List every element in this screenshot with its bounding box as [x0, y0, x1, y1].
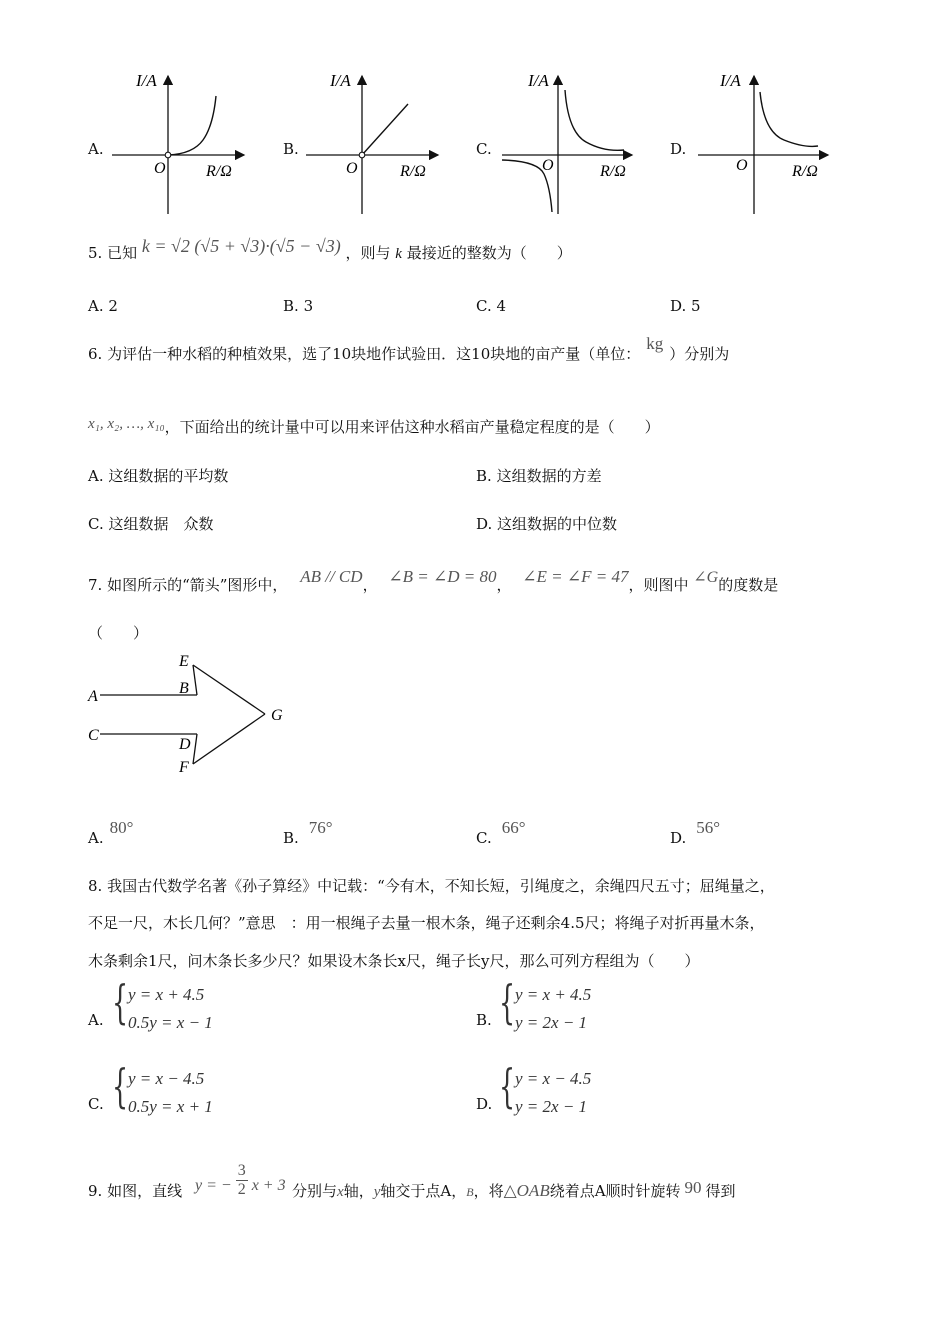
q6-option-d: D. 这组数据的中位数: [476, 515, 618, 533]
option-c-letter: C.: [476, 140, 492, 158]
graph-b: [302, 70, 442, 218]
q7-angle-g: ∠G: [693, 569, 719, 586]
option-d-letter: D.: [670, 140, 687, 158]
y-label: I/A: [330, 71, 351, 90]
q8-line3: 木条剩余1尺，问木条长多少尺？如果设木条长x尺，绳子长y尺，那么可列方程组为（ ）: [88, 952, 700, 970]
curve: [168, 96, 216, 155]
q7-paren: （ ）: [88, 624, 149, 642]
label-c: C: [88, 727, 99, 744]
q5-var: k: [395, 246, 402, 262]
label-d: D: [179, 736, 191, 753]
curve-upper: [565, 90, 624, 150]
q9-stem-rest: 分别与x轴，y轴交于点A，B，将△OAB绕着点A顺时针旋转 90 得到: [292, 1178, 736, 1200]
q5-option-a: A. 2: [88, 297, 118, 315]
q8-option-d-letter: D.: [476, 1095, 493, 1113]
option-b-letter: B.: [283, 140, 299, 158]
graph-a: [108, 70, 248, 218]
y-label: I/A: [720, 71, 741, 90]
origin-label: O: [346, 160, 358, 177]
q5-number: 5.: [88, 244, 103, 262]
q8-line2: 不足一尺，木长几何？”意思 ：用一根绳子去量一根木条，绳子还剩余4.5尺；将绳子对折再量木条，: [88, 914, 765, 932]
x-label: R/Ω: [600, 163, 626, 180]
q6-line1: 6. 为评估一种水稻的种植效果，选了10块地作试验田．这10块地的亩产量（单位：kg）分别为: [88, 334, 730, 363]
label-a: A: [88, 688, 98, 705]
q7-cond3: ∠E = ∠F = 47: [522, 567, 629, 586]
q5-post: ，则与: [345, 244, 391, 262]
y-label: I/A: [136, 71, 157, 90]
q6-unit: kg: [646, 334, 664, 353]
curve: [760, 92, 818, 146]
label-e: E: [179, 653, 189, 670]
label-g: G: [271, 707, 283, 724]
x-label: R/Ω: [206, 163, 232, 180]
q7-pre: 如图所示的“箭头”图形中，: [107, 576, 288, 594]
q5-option-d: D. 5: [670, 297, 701, 315]
q5-option-c: C. 4: [476, 297, 507, 315]
label-f: F: [179, 759, 189, 776]
q7-option-d: D.56°: [670, 818, 721, 847]
q7-cond1: AB // CD: [300, 567, 363, 586]
q6-option-b: B. 这组数据的方差: [476, 467, 602, 485]
open-point: [359, 152, 365, 158]
q6-text1: 为评估一种水稻的种植效果，选了10块地作试验田．这10块地的亩产量（单位：: [107, 345, 641, 363]
q7-stem: 7. 如图所示的“箭头”图形中， AB // CD， ∠B = ∠D = 80， ∠E = ∠F = 47，则图中 ∠G的度数是: [88, 567, 779, 594]
line: [362, 104, 408, 155]
q6-vars: x₁, x₂, …, x₁₀: [88, 416, 165, 432]
q8-option-b-letter: B.: [476, 1011, 492, 1029]
q9-formula: y = − $\frac{3}{2}$ x + 3: [195, 1162, 286, 1198]
graph-d: [694, 70, 834, 218]
q8-line1: 8. 我国古代数学名著《孙子算经》中记载：“今有木，不知长短，引绳度之，余绳四尺五寸；屈绳量之，: [88, 877, 775, 895]
q7-option-c: C.66°: [476, 818, 526, 847]
q7-option-a: A.80°: [88, 818, 134, 847]
q5-formula: k = √2 (√5 + √3)·(√5 − √3): [141, 236, 341, 256]
q6-text2: ，下面给出的统计量中可以用来评估这种水稻亩产量稳定程度的是（ ）: [164, 418, 660, 436]
origin-label: O: [542, 157, 554, 174]
graph-c: [498, 70, 638, 218]
q8-option-c-letter: C.: [88, 1095, 104, 1113]
q5-pre: 已知: [107, 244, 138, 262]
q7-arrow-figure: [80, 648, 300, 778]
origin-label: O: [154, 160, 166, 177]
q7-cond2: ∠B = ∠D = 80: [388, 567, 497, 586]
q9-stem: 9. 如图，直线: [88, 1182, 183, 1200]
option-a-letter: A.: [88, 140, 104, 158]
q8-option-a-letter: A.: [88, 1011, 104, 1029]
q6-option-c: C. 这组数据 众数: [88, 515, 214, 533]
q5-stem: [88, 236, 572, 263]
q5-post2: 最接近的整数为（ ）: [406, 244, 572, 262]
q6-text1b: ）分别为: [669, 345, 730, 363]
q7-option-b: B.76°: [283, 818, 333, 847]
q6-line2: [88, 416, 660, 437]
origin-label: O: [736, 157, 748, 174]
label-b: B: [179, 680, 189, 697]
y-label: I/A: [528, 71, 549, 90]
q6-option-a: A. 这组数据的平均数: [88, 467, 229, 485]
q5-option-b: B. 3: [283, 297, 314, 315]
x-label: R/Ω: [400, 163, 426, 180]
open-point: [165, 152, 171, 158]
x-label: R/Ω: [792, 163, 818, 180]
